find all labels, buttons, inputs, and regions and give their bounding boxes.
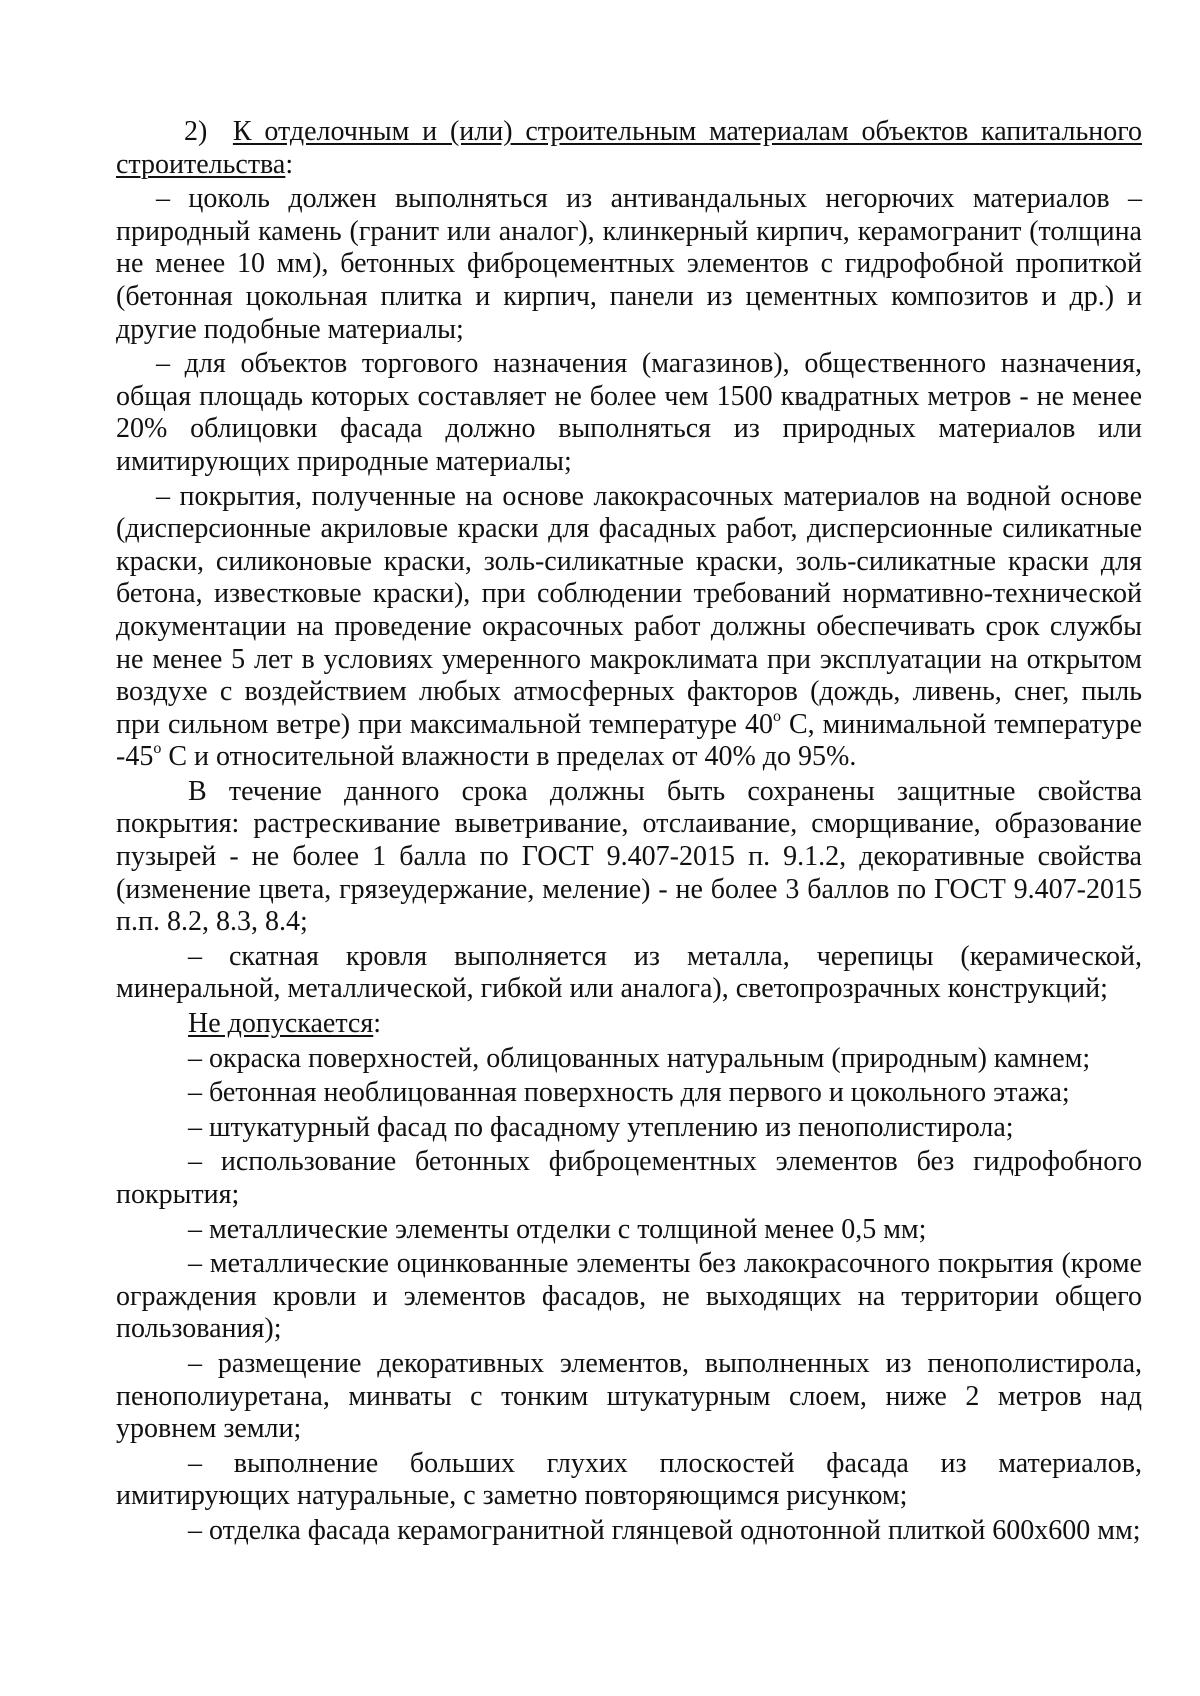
not-allowed-heading [116,1006,1142,1041]
roof-item: – скатная кровля выполняется из металла, черепицы (керамической, минеральной, металлической, гибкой или аналога), светопрозрачных конструкций; [116,940,1142,1005]
not-allowed-item: – штукатурный фасад по фасадному утеплению из пенополистирола; [188,1111,1014,1143]
not-allowed-item: – выполнение больших глухих плоскостей фасада из материалов, имитирующих натуральные, с заметно повторяющимся рисунком; [116,1447,1142,1512]
degree-sup-2: o [153,740,162,758]
list-item: – цоколь должен выполняться из антивандальных негорючих материалов – природный камень (гранит или аналог), клинкерный кирпич, керамогранит (толщина не менее 10 мм), бетонных фиброцементных элементов с гидрофобной пропиткой (бетонная цокольная плитка и кирпич, панели из цементных композитов и др.) и другие подобные материалы; [116,183,1142,345]
not-allowed-item: – отделка фасада керамогранитной глянцевой однотонной плиткой 600х600 мм; [188,1514,1141,1546]
not-allowed-item: – размещение декоративных элементов, выполненных из пенополистирола, пенополиуретана, минваты с тонким штукатурным слоем, ниже 2 метров над уровнем земли; [116,1347,1142,1445]
not-allowed-item: – бетонная необлицованная поверхность для первого и цокольного этажа; [188,1077,1070,1109]
section-heading-text: К отделочным и (или) строительным материалам объектов капитального строительства [116,116,1143,180]
not-allowed-item: – металлические оцинкованные элементы без лакокрасочного покрытия (кроме ограждения кровли и элементов фасадов, не выходящих на территории общего пользования); [116,1248,1142,1345]
coating-paragraph [116,479,1142,774]
not-allowed-item: – использование бетонных фиброцементных элементов без гидрофобного покрытия; [116,1146,1142,1210]
coating-text-3: С и относительной влажности в пределах от 40% до 95%. [161,741,857,773]
not-allowed-suffix: : [373,1008,382,1040]
degree-sup-1: o [772,707,781,725]
term-paragraph: В течение данного срока должны быть сохранены защитные свойства покрытия: растрескивание выветривание, отслаивание, сморщивание, образование пузырей - не более 1 балла по ГОСТ 9.407-2015 п. 9.1.2, декоративные свойства (изменение цвета, грязеудержание, меление) - не более 3 баллов по ГОСТ 9.407-2015 п.п. 8.2, 8.3, 8.4; [116,775,1142,938]
coating-text-2: С, минимальной температуре -45 [116,708,1142,773]
not-allowed-title: Не допускается [188,1008,374,1040]
section-number: 2) [184,116,208,147]
document-page [116,114,1142,1548]
coating-text-1: – покрытия, полученные на основе лакокрасочных материалов на водной основе (дисперсионные акриловые краски для фасадных работ, дисперсионные силикатные краски, силиконовые краски, золь-силикатные краски, золь-силикатные краски для бетона, известковые краски), при соблюдении требований нормативно-технической документации на проведение окрасочных работ должны обеспечивать срок службы не менее 5 лет в условиях умеренного макроклимата при эксплуатации на открытом воздухе с воздействием любых атмосферных факторов (дождь, ливень, снег, пыль при сильном ветре) при максимальной температуре 40 [116,480,1142,740]
not-allowed-item: – металлические элементы отделки с толщиной менее 0,5 мм; [188,1213,927,1245]
section-heading-suffix: : [285,148,294,180]
section-heading [116,114,1142,181]
not-allowed-item: – окраска поверхностей, облицованных натуральным (природным) камнем; [188,1042,1091,1074]
list-item: – для объектов торгового назначения (магазинов), общественного назначения, общая площадь которых составляет не более чем 1500 квадратных метров - не менее 20% облицовки фасада должно выполняться из природных материалов или имитирующих природные материалы; [116,348,1142,477]
